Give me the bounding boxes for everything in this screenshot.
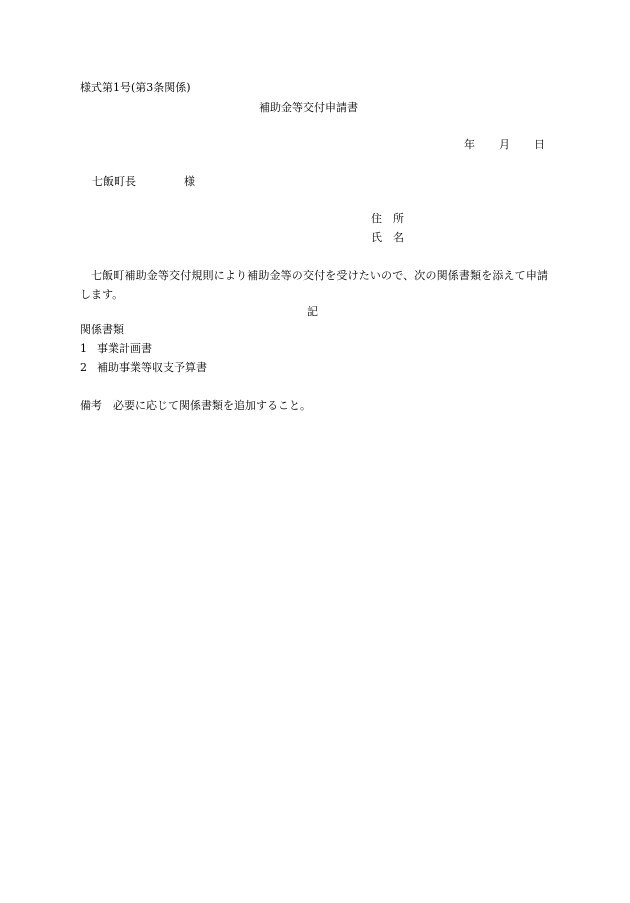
form-number: 様式第1号(第3条関係)	[80, 81, 191, 94]
item-label: 事業計画書	[97, 342, 152, 355]
item-number: 1	[80, 342, 87, 355]
item-label: 補助事業等収支予算書	[97, 361, 207, 374]
date-day-label: 日	[534, 138, 545, 151]
date-line	[464, 138, 545, 152]
ki-marker: 記	[307, 305, 318, 318]
date-month-label: 月	[499, 138, 510, 151]
item-number: 2	[80, 361, 87, 374]
document-list-item	[80, 361, 207, 375]
recipient-name: 七飯町長	[92, 175, 136, 188]
application-paragraph: 七飯町補助金等交付規則により補助金等の交付を受けたいので、次の関係書類を添えて申請します。	[80, 269, 548, 301]
applicant-name-label: 氏 名	[371, 231, 404, 244]
recipient-honorific: 様	[184, 175, 195, 188]
document-title: 補助金等交付申請書	[259, 101, 358, 114]
remarks-note: 備考 必要に応じて関係書類を追加すること。	[80, 399, 311, 412]
date-year-label: 年	[464, 138, 475, 151]
recipient-line	[92, 175, 195, 189]
document-list-item	[80, 342, 152, 356]
applicant-address-label: 住 所	[371, 212, 404, 225]
related-documents-heading: 関係書類	[80, 323, 124, 336]
